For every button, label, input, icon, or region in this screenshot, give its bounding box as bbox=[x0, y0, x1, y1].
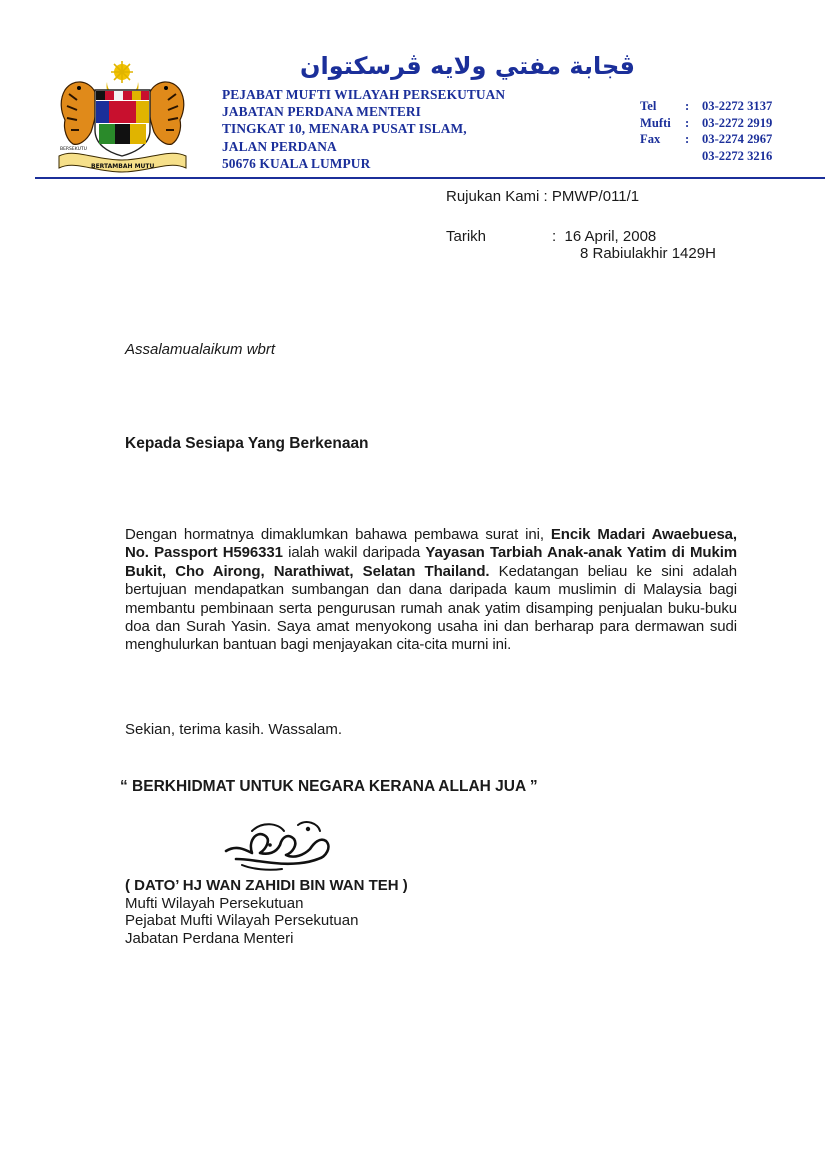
contact-row-fax2 bbox=[640, 148, 772, 165]
contact-separator: : bbox=[685, 99, 690, 113]
reference-value: PMWP/011/1 bbox=[551, 188, 640, 205]
office-line: PEJABAT MUFTI WILAYAH PERSEKUTUAN bbox=[222, 87, 506, 102]
recipient-heading: Kepada Sesiapa Yang Berkenaan bbox=[125, 435, 369, 452]
signer-block bbox=[125, 877, 408, 947]
contact-value: 03-2272 3137 bbox=[702, 99, 773, 113]
signer-title: Mufti Wilayah Persekutuan bbox=[125, 894, 304, 912]
contact-row-tel bbox=[640, 98, 772, 115]
contact-row-fax bbox=[640, 131, 772, 148]
contact-label: Tel bbox=[640, 99, 657, 113]
shield-icon bbox=[95, 90, 150, 156]
foundation-name: Yayasan Tarbiah Anak-anak Yatim di Mukim Bukit, Cho Airong, Narathiwat, Selatan Thailand. bbox=[125, 544, 737, 580]
contact-label: Mufti bbox=[640, 115, 671, 130]
body-text-part: ialah wakil daripada bbox=[282, 544, 426, 562]
contact-label: Fax bbox=[640, 132, 661, 146]
office-line: JABATAN PERDANA MENTERI bbox=[222, 104, 421, 120]
contact-value: 03-2272 3216 bbox=[702, 148, 773, 163]
left-tiger-icon bbox=[61, 82, 96, 144]
date-gregorian: 16 April, 2008 bbox=[564, 228, 657, 245]
contact-value: 03-2274 2967 bbox=[702, 132, 773, 146]
letter-body bbox=[125, 526, 737, 655]
office-line: TINGKAT 10, MENARA PUSAT ISLAM, bbox=[222, 121, 467, 137]
date-separator: : bbox=[552, 228, 557, 245]
contact-value: 03-2272 2919 bbox=[702, 115, 773, 130]
right-tiger-icon bbox=[148, 82, 183, 144]
contact-row-mufti bbox=[640, 115, 772, 132]
bearer-name-passport: Encik Madari Awaebuesa, No. Passport H596331 bbox=[125, 526, 737, 562]
greeting: Assalamualaikum wbrt bbox=[125, 341, 276, 358]
date-hijri: 8 Rabiulakhir 1429H bbox=[580, 245, 716, 262]
contact-separator bbox=[685, 148, 702, 165]
date-label: Tarikh bbox=[446, 228, 487, 245]
crest-left-label: BERSEKUTU bbox=[60, 147, 87, 152]
closing-line: Sekian, terima kasih. Wassalam. bbox=[125, 721, 343, 738]
signer-name: ( DATO’ HJ WAN ZAHIDI BIN WAN TEH ) bbox=[125, 877, 408, 894]
office-line: 50676 KUALA LUMPUR bbox=[222, 155, 371, 171]
signer-office: Pejabat Mufti Wilayah Persekutuan bbox=[125, 912, 359, 929]
office-address-block bbox=[222, 86, 505, 172]
office-motto: “ BERKHIDMAT UNTUK NEGARA KERANA ALLAH JUA ” bbox=[120, 778, 538, 795]
office-line: JALAN PERDANA bbox=[222, 138, 337, 154]
contact-separator: : bbox=[685, 132, 690, 146]
arabic-office-title: ڤجابة مفتي ولايه ڤرسكتوان bbox=[300, 52, 635, 80]
contact-numbers bbox=[640, 98, 772, 164]
crest-motto-text: BERTAMBAH MUTU bbox=[91, 163, 155, 170]
coat-of-arms-emblem bbox=[55, 60, 190, 175]
reference-label: Rujukan Kami : bbox=[446, 188, 548, 205]
signature-image bbox=[222, 815, 337, 875]
date-line bbox=[446, 228, 656, 245]
letterhead-divider bbox=[35, 177, 825, 179]
signer-department: Jabatan Perdana Menteri bbox=[125, 929, 294, 947]
body-text-part: Kedatangan beliau ke sini adalah bertujuan mendapatkan sumbangan dan dana daripada kaum muslimin di Malaysia bagi membantu pembinaan serta pengurusan rumah anak yatim disamping penjualan buku-buku doa dan Surah Yasin. Saya amat menyokong usaha ini dan berharap para dermawan sudi menghulurkan bantuan bagi menjayakan cita-cita murni ini. bbox=[125, 562, 737, 654]
reference-line bbox=[446, 188, 639, 205]
contact-separator: : bbox=[685, 115, 690, 130]
contact-label bbox=[640, 148, 685, 165]
body-text-part: Dengan hormatnya dimaklumkan bahawa pembawa surat ini, bbox=[125, 526, 551, 543]
